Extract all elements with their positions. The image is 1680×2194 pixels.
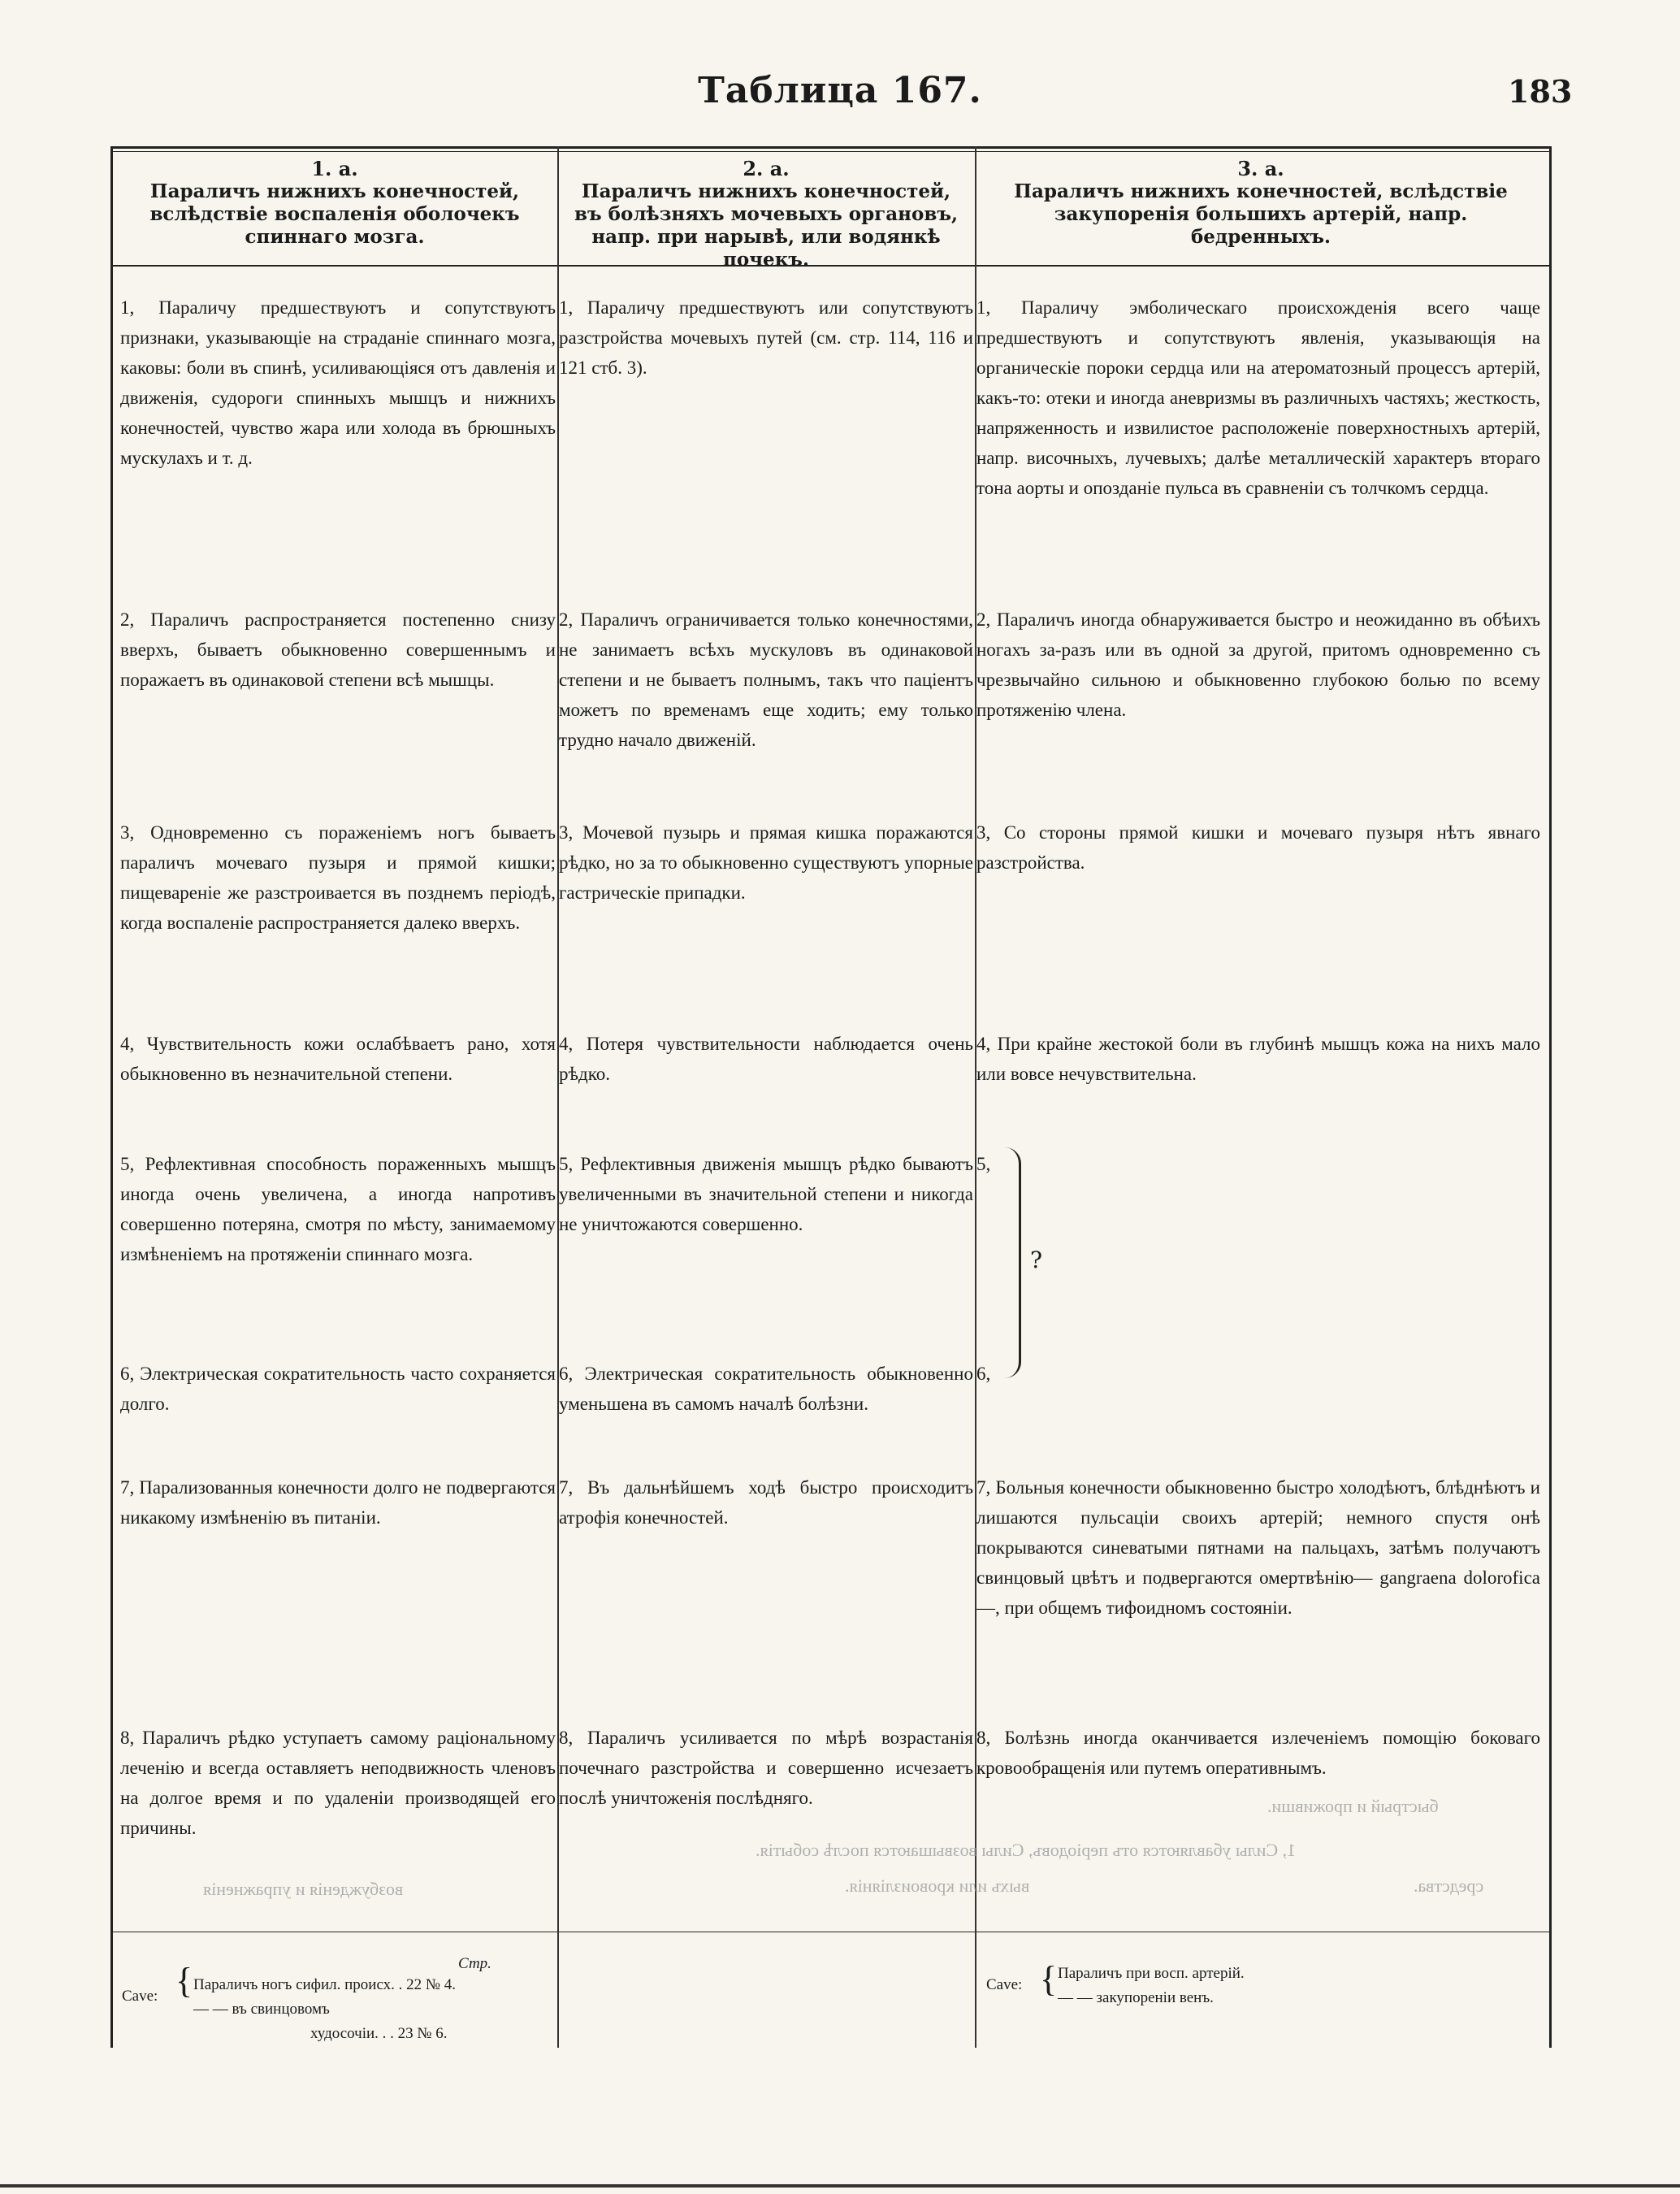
cave-label: Cave:	[122, 1988, 158, 2005]
entry-1-1: 1, Параличу предшествуютъ и сопутствуютъ признаки, указывающіе на страданіе спиннаго мозга, каковы: боли въ спинѣ, усиливающіяся отъ давленія и движенія, судороги спинныхъ мышцъ и нижнихъ конечностей, чувство жара или холода въ брюшныхъ мускулахъ и т. д.	[120, 297, 556, 468]
bleed-through-4: выхъ или кровоизліянія.	[845, 1875, 1030, 1896]
cave-note-1	[122, 1952, 552, 2041]
brace-icon	[1004, 1147, 1021, 1378]
entry-3-6: 6,	[976, 1364, 991, 1384]
entry-1-7: 7, Парализованныя конечности долго не подвергаются никакому измѣненію въ питаніи.	[120, 1477, 556, 1528]
entry-3-8: 8, Болѣзнь иногда оканчивается излеченіемъ помощію боковаго кровообращенія или путемъ оперативнымъ.	[976, 1728, 1540, 1778]
cave-line: — — въ свинцовомъ	[193, 2001, 330, 2018]
table-top-rule-inner	[110, 151, 1549, 152]
question-mark: ?	[1030, 1247, 1043, 1273]
cave-line: — — закупореніи венъ.	[1058, 1989, 1214, 2006]
column-number: 3. а.	[1237, 157, 1284, 180]
entry-2-8: 8, Параличъ усиливается по мѣрѣ возрастанія почечнаго разстройства и совершенно исчезаетъ послѣ уничтоженія послѣдняго.	[559, 1728, 973, 1808]
cave-label: Cave:	[986, 1976, 1023, 1993]
bleed-through-2: 1, Силы убавляются отъ періодовъ, Силы возвышаются послѣ событія.	[756, 1840, 1297, 1860]
entry-1-3: 3, Одновременно съ пораженіемъ ногъ бываетъ параличъ мочеваго пузыря и прямой кишки; пищевареніе же разстроивается въ позднемъ періодѣ, когда воспаленіе распространяется далеко вверхъ.	[120, 822, 556, 933]
entry-2-1: 1, Параличу предшествуютъ или сопутствуютъ разстройства мочевыхъ путей (см. стр. 114, 116 и 121 стб. 3).	[559, 297, 973, 378]
entry-2-5: 5, Рефлективныя движенія мышцъ рѣдко бываютъ увеличенными въ значительной степени и никогда не уничтожаются совершенно.	[559, 1154, 973, 1234]
entry-2-6: 6, Электрическая сократительность обыкновенно уменьшена въ самомъ началѣ болѣзни.	[559, 1364, 973, 1414]
cave-bracket-icon: {	[1040, 1959, 1058, 1999]
entry-2-2: 2, Параличъ ограничивается только конечностями, не занимаетъ всѣхъ мускуловъ въ одинаковой степени и не бываетъ полнымъ, такъ что паціентъ можетъ по временамъ еще ходить; ему только трудно начало движеній.	[559, 609, 973, 750]
column-number: 2. а.	[743, 157, 790, 180]
cave-line: Параличъ ногъ сифил. происх. . 22 № 4.	[193, 1976, 457, 1993]
column-header-2	[565, 157, 967, 271]
entry-2-3: 3, Мочевой пузырь и прямая кишка поражаются рѣдко, но за то обыкновенно существуютъ упорные гастрическіе припадки.	[559, 822, 973, 903]
bleed-through-5: возбужденія и упражненія	[203, 1879, 404, 1899]
entry-1-4: 4, Чувствительность кожи ослабѣваетъ рано, хотя обыкновенно въ незначительной степени.	[120, 1034, 556, 1084]
column-number: 1. а.	[311, 157, 358, 180]
entry-3-7: 7, Больныя конечности обыкновенно быстро холодѣютъ, блѣднѣютъ и лишаются пульсаціи своихъ артерій; немного спустя онѣ покрываются синеватыми пятнами на пальцахъ, затѣмъ получаютъ свинцовый цвѣтъ и подвергаются омертвѣнію— gangraena dolorofica—, при общемъ тифоидномъ состояніи.	[976, 1477, 1540, 1618]
entry-3-3: 3, Со стороны прямой кишки и мочеваго пузыря нѣтъ явнаго разстройства.	[976, 822, 1540, 873]
entry-1-2: 2, Параличъ распространяется постепенно снизу вверхъ, бываетъ обыкновенно совершеннымъ и поражаетъ въ одинаковой степени всѣ мышцы.	[120, 609, 556, 690]
page-title: Таблица 167.	[698, 70, 982, 111]
cave-note-3	[986, 1959, 1392, 2010]
entry-3-1: 1, Параличу эмболическаго происхожденія всего чаще предшествуютъ и сопутствуютъ явленія, указывающія на органическіе пороки сердца или на атероматозный процессъ артерій, какъ-то: отеки и иногда аневризмы въ различныхъ частяхъ; жесткость, напряженность и извилистое расположеніе поверхностныхъ артерій, напр. височныхъ, лучевыхъ; далѣе металлическій характеръ втораго тона аорты и опозданіе пульса въ сравненіи съ толчкомъ сердца.	[976, 297, 1540, 498]
entry-1-8: 8, Параличъ рѣдко уступаетъ самому раціональному леченію и всегда оставляетъ неподвижность членовъ на долгое время и по удаленіи производящей его причины.	[120, 1728, 556, 1838]
bleed-through-3: средства.	[1414, 1875, 1484, 1896]
entry-1-5: 5, Рефлективная способность пораженныхъ мышцъ иногда очень увеличена, а иногда напротивъ совершенно потеряна, смотря по мѣсту, занимаемому измѣненіемъ на протяженіи спиннаго мозга.	[120, 1154, 556, 1264]
page-number: 183	[1508, 73, 1573, 110]
cave-line: Параличъ при восп. артерій.	[1058, 1965, 1245, 1982]
entry-2-7: 7, Въ дальнѣйшемъ ходѣ быстро происходитъ атрофія конечностей.	[559, 1477, 973, 1528]
entry-2-4: 4, Потеря чувствительности наблюдается очень рѣдко.	[559, 1034, 973, 1084]
entry-3-5: 5,	[976, 1154, 991, 1174]
entry-3-4: 4, При крайне жестокой боли въ глубинѣ мышцъ кожа на нихъ мало или вовсе нечувствительна.	[976, 1034, 1540, 1084]
cave-line: худосочіи. . . 23 № 6.	[310, 2025, 448, 2042]
cave-page-header: Стр.	[458, 1955, 491, 1972]
column-title: Параличъ нижнихъ конечностей, въ болѣзняхъ мочевыхъ органовъ, напр. при нарывѣ, или водянкѣ почекъ.	[574, 180, 958, 271]
bleed-through-1: быстрый и проживши.	[1267, 1796, 1439, 1816]
column-title: Параличъ нижнихъ конечностей, вслѣдствіе закупоренія большихъ артерій, напр. бедренныхъ.	[1014, 180, 1508, 248]
table-top-rule	[110, 146, 1549, 149]
entry-1-6: 6, Электрическая сократительность часто сохраняется долго.	[120, 1364, 556, 1414]
column-header-3	[986, 158, 1535, 263]
cave-bracket-icon: {	[175, 1961, 193, 2001]
page-bottom-rule	[0, 2184, 1680, 2187]
column-title: Параличъ нижнихъ конечностей, вслѣдствіе воспаленія оболочекъ спиннаго мозга.	[149, 180, 520, 248]
entry-3-2: 2, Параличъ иногда обнаруживается быстро и неожиданно въ обѣихъ ногахъ за-разъ или въ одной за другой, притомъ одновременно съ чрезвычайно сильною и обыкновенно глубокою болью по всему протяженію члена.	[976, 609, 1540, 720]
brace-group	[998, 1147, 1046, 1378]
column-header-1	[122, 158, 548, 263]
